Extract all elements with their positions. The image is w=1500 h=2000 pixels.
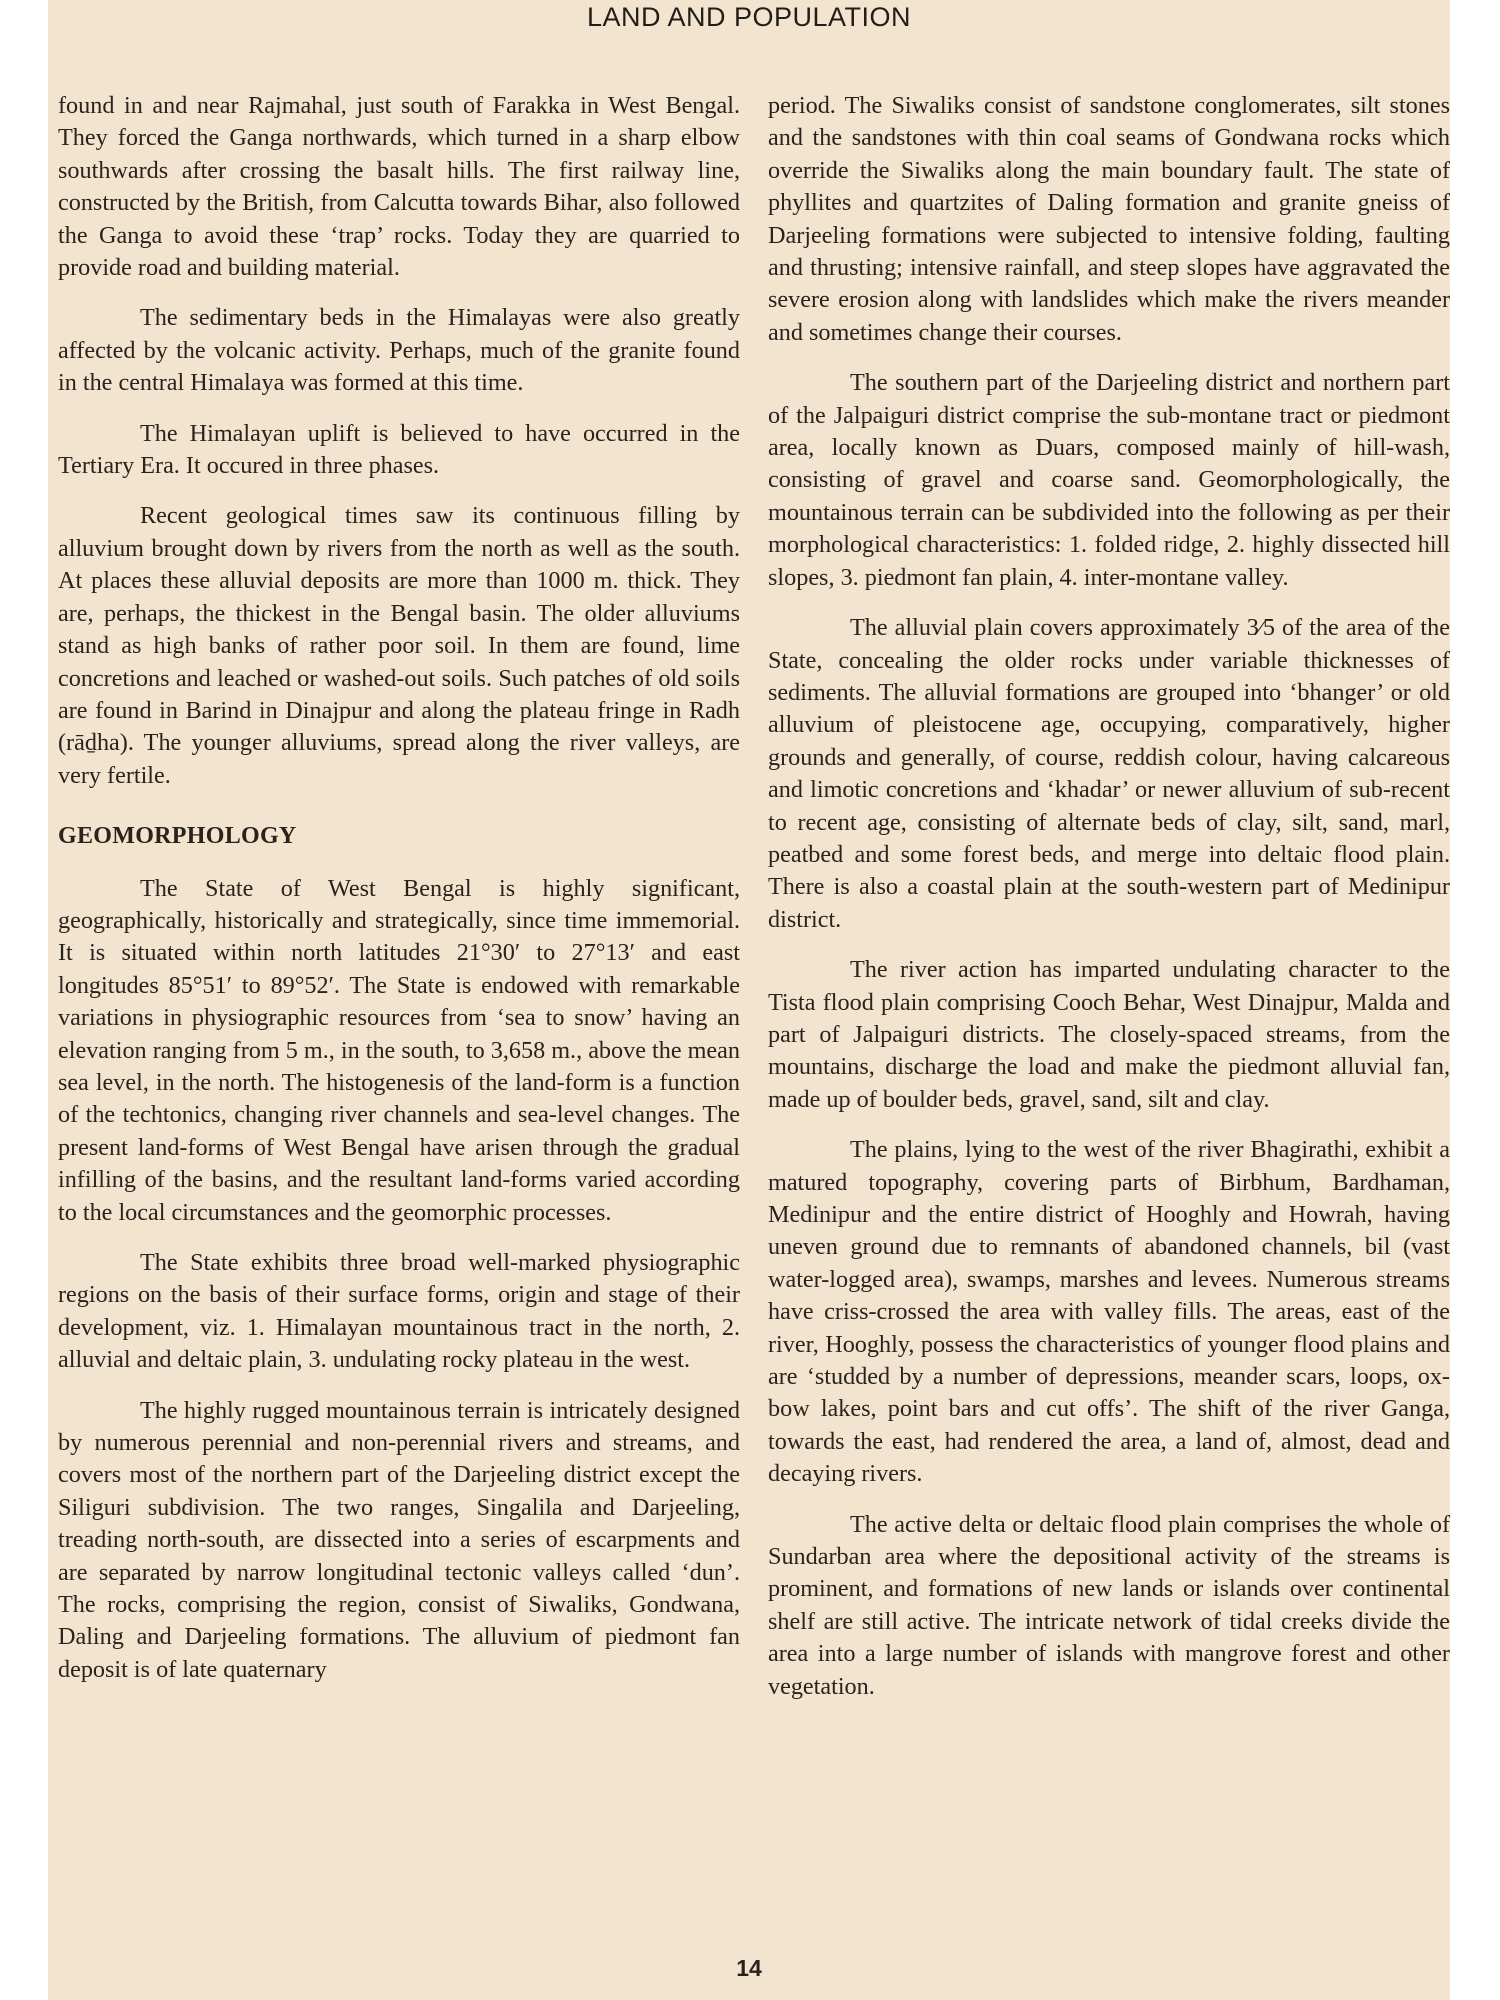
paragraph: The State of West Bengal is highly significant, geographically, historically and strategically, since time immemorial. It is situated within north latitudes 21°30′ to 27°13′ and east longitudes 85°51′ to 89°52′. The State is endowed with remarkable variations in physiographic resources from ‘sea to snow’ having an elevation ranging from 5 m., in the south, to 3,658 m., above the mean sea level, in the north. The histogenesis of the land-form is a function of the techtonics, changing river channels and sea-level changes. The present land-forms of West Bengal have arisen through the gradual infilling of the basins, and the resultant land-forms varied according to the local circumstances and the geomorphic processes. xyxy=(58,874,740,1226)
paragraph: The State exhibits three broad well-marked physiographic regions on the basis of their surface forms, origin and stage of their development, viz. 1. Himalayan mountainous tract in the north, 2. alluvial and deltaic plain, 3. undulating rocky plateau in the west. xyxy=(58,1249,740,1374)
running-header: LAND AND POPULATION xyxy=(586,2,912,32)
paragraph: The sedimentary beds in the Himalayas were also greatly affected by the volcanic activity. Perhaps, much of the granite found in the central Himalaya was formed at this time. xyxy=(58,304,740,397)
paragraph: found in and near Rajmahal, just south of Farakka in West Bengal. They forced the Ganga northwards, which turned in a sharp elbow southwards after crossing the basalt hills. The first railway line, constructed by the British, from Calcutta towards Bihar, also followed the Ganga to avoid these ‘trap’ rocks. Today they are quarried to provide road and building material. xyxy=(58,92,740,282)
paragraph: The southern part of the Darjeeling district and northern part of the Jalpaiguri district comprise the sub-montane tract or piedmont area, locally known as Duars, composed mainly of hill-wash, consisting of gravel and coarse sand. Geomorphologically, the mountainous terrain can be subdivided into the following as per their morphological characteristics: 1. folded ridge, 2. highly dissected hill slopes, 3. piedmont fan plain, 4. inter-montane valley. xyxy=(768,369,1450,591)
paragraph: The active delta or deltaic flood plain comprises the whole of Sundarban area where the depositional activity of the streams is prominent, and formations of new lands or islands over continental shelf are still active. The intricate network of tidal creeks divide the area into a large number of islands with mangrove forest and other vegetation. xyxy=(768,1510,1450,1700)
section-heading: GEOMORPHOLOGY xyxy=(58,823,297,850)
page-number: 14 xyxy=(736,1955,762,1981)
paragraph: The Himalayan uplift is believed to have occurred in the Tertiary Era. It occured in three phases. xyxy=(58,419,740,480)
paragraph: The river action has imparted undulating character to the Tista flood plain comprising Cooch Behar, West Dinajpur, Malda and part of Jalpaiguri districts. The closely-spaced streams, from the mountains, discharge the load and make the piedmont alluvial fan, made up of boulder beds, gravel, sand, silt and clay. xyxy=(768,956,1450,1113)
paragraph: period. The Siwaliks consist of sandstone conglomerates, silt stones and the sandstones with thin coal seams of Gondwana rocks which override the Siwaliks along the main boundary fault. The state of phyllites and quartzites of Daling formation and granite gneiss of Darjeeling formations were subjected to intensive folding, faulting and thrusting; intensive rainfall, and steep slopes have aggravated the severe erosion along with landslides which make the rivers meander and sometimes change their courses. xyxy=(768,92,1450,346)
book-page xyxy=(48,0,1450,2000)
left-column xyxy=(58,90,740,1704)
paragraph: Recent geological times saw its continuous filling by alluvium brought down by rivers from the north as well as the south. At places these alluvial deposits are more than 1000 m. thick. They are, perhaps, the thickest in the Bengal basin. The older alluviums stand as high banks of rather poor soil. In them are found, lime concretions and leached or washed-out soils. Such patches of old soils are found in Barind in Dinajpur and along the plateau fringe in Radh (rāḏha). The younger alluviums, spread along the river valleys, are very fertile. xyxy=(58,502,740,789)
paragraph: The plains, lying to the west of the river Bhagirathi, exhibit a matured topography, covering parts of Birbhum, Bardhaman, Medinipur and the entire district of Hooghly and Howrah, having uneven ground due to remnants of abandoned channels, bil (vast water-logged area), swamps, marshes and levees. Numerous streams have criss-crossed the area with valley fills. The areas, east of the river, Hooghly, possess the characteristics of younger flood plains and are ‘studded by a number of depressions, meander scars, loops, ox-bow lakes, point bars and cut offs’. The shift of the river Ganga, towards the east, had rendered the area, a land of, almost, dead and decaying rivers. xyxy=(768,1136,1450,1488)
paragraph: The highly rugged mountainous terrain is intricately designed by numerous perennial and non-perennial rivers and streams, and covers most of the northern part of the Darjeeling district except the Siliguri subdivision. The two ranges, Singalila and Darjeeling, treading north-south, are dissected into a series of escarpments and are separated by narrow longitudinal tectonic valleys called ‘dun’. The rocks, comprising the region, consist of Siwaliks, Gondwana, Daling and Darjeeling formations. The alluvium of piedmont fan deposit is of late quaternary xyxy=(58,1396,740,1683)
right-column xyxy=(768,90,1450,1721)
paragraph: The alluvial plain covers approximately 3⁄5 of the area of the State, concealing the older rocks under variable thicknesses of sediments. The alluvial formations are grouped into ‘bhanger’ or old alluvium of pleistocene age, occupying, comparatively, higher grounds and generally, of course, reddish colour, having calcareous and limotic concretions and ‘khadar’ or newer alluvium of sub-recent to recent age, consisting of alternate beds of clay, silt, sand, marl, peatbed and some forest beds, and merge into deltaic flood plain. There is also a coastal plain at the south-western part of Medinipur district. xyxy=(768,614,1450,933)
